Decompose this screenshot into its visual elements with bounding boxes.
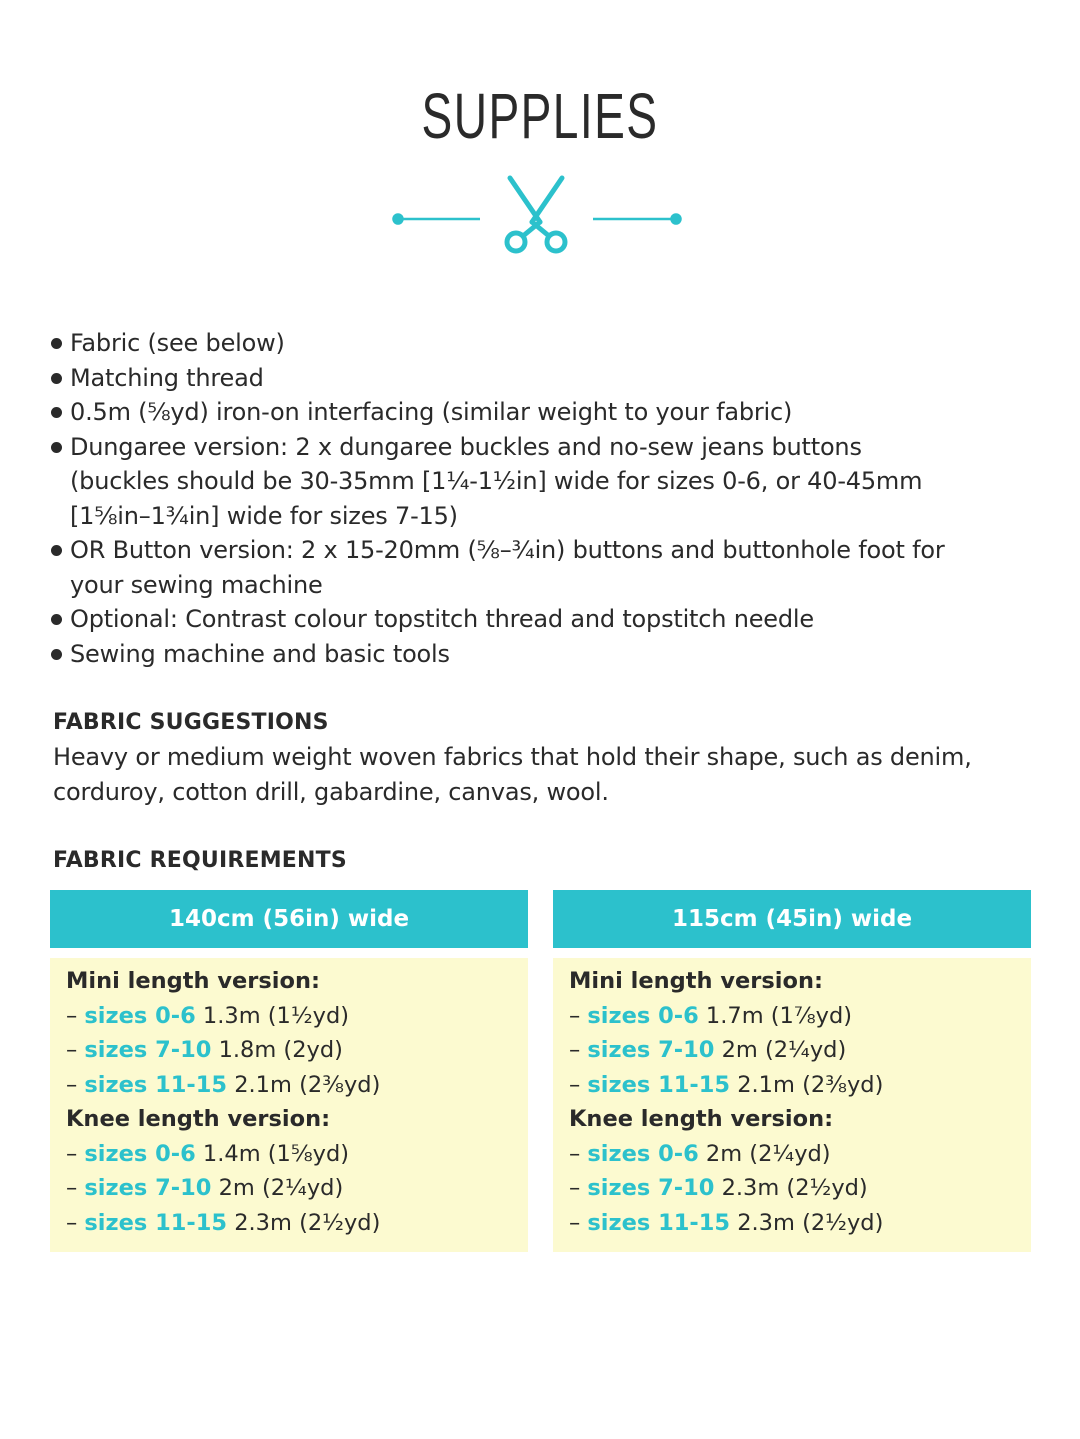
- dash-glyph: –: [66, 1002, 85, 1029]
- supply-item-line: OR Button version: 2 x 15-20mm (⅝–¾in) buttons and buttonhole foot for: [70, 536, 945, 564]
- size-range: sizes 0-6: [84, 1140, 196, 1167]
- dash-glyph: –: [66, 1209, 85, 1236]
- fabric-amount: 2.1m (2⅜yd): [234, 1071, 381, 1098]
- fabric-column-140cm: [50, 890, 528, 1252]
- supply-item-line: Optional: Contrast colour topstitch thread and topstitch needle: [70, 605, 814, 633]
- fabric-amount: 2m (2¼yd): [721, 1037, 847, 1063]
- size-range: sizes 11-15: [587, 1071, 731, 1098]
- supply-item-line: Sewing machine and basic tools: [70, 639, 450, 668]
- fabric-amount: 1.7m (1⅞yd): [705, 1002, 853, 1029]
- supply-item-line: Matching thread: [70, 363, 264, 392]
- dash-glyph: –: [66, 1071, 85, 1098]
- version-label: Knee length version:: [569, 1106, 834, 1132]
- supply-item-line: Dungaree version: 2 x dungaree buckles and no-sew jeans buttons: [70, 432, 862, 461]
- supply-item: [50, 361, 1050, 396]
- dash-glyph: –: [66, 1140, 85, 1167]
- size-row: [569, 1206, 1031, 1241]
- fabric-amount: 2.3m (2½yd): [234, 1209, 381, 1236]
- page-title: SUPPLIES: [421, 80, 659, 152]
- fabric-column-header: 115cm (45in) wide: [553, 890, 1031, 948]
- dash-glyph: –: [569, 1002, 588, 1029]
- scissors-icon: [380, 170, 700, 260]
- size-range: sizes 11-15: [84, 1209, 228, 1236]
- size-row: [66, 1068, 528, 1103]
- supply-item-line: your sewing machine: [70, 570, 323, 599]
- fabric-amount: 1.3m (1½yd): [202, 1002, 350, 1029]
- size-range: sizes 11-15: [587, 1209, 731, 1236]
- dash-glyph: –: [569, 1209, 588, 1236]
- fabric-amount: 2m (2¼yd): [705, 1140, 831, 1167]
- size-row: [66, 1171, 528, 1206]
- size-row: [569, 1033, 1031, 1068]
- fabric-suggestions-line: corduroy, cotton drill, gabardine, canvas, wool.: [53, 777, 609, 806]
- supply-item-line: 0.5m (⅝yd) iron-on interfacing (similar weight to your fabric): [70, 398, 793, 426]
- dash-glyph: –: [66, 1037, 85, 1063]
- bullet-icon: [51, 338, 62, 349]
- fabric-amount: 1.4m (1⅝yd): [202, 1140, 350, 1167]
- fabric-suggestions-heading: FABRIC SUGGESTIONS: [53, 710, 329, 735]
- size-row: [66, 1033, 528, 1068]
- size-range: sizes 7-10: [84, 1175, 212, 1201]
- size-row: [569, 1171, 1031, 1206]
- size-row: [569, 1068, 1031, 1103]
- version-label: Knee length version:: [66, 1106, 331, 1132]
- version-label: Mini length version:: [66, 968, 320, 994]
- size-row: [66, 1206, 528, 1241]
- size-row: [66, 1137, 528, 1172]
- fabric-suggestions-line: Heavy or medium weight woven fabrics that hold their shape, such as denim,: [53, 743, 972, 771]
- supply-item: [50, 637, 1050, 672]
- supply-item: [50, 533, 1050, 602]
- dash-glyph: –: [569, 1175, 588, 1201]
- size-range: sizes 0-6: [587, 1002, 699, 1029]
- bullet-icon: [51, 373, 62, 384]
- fabric-amount: 2.3m (2½yd): [737, 1209, 884, 1236]
- dash-glyph: –: [569, 1071, 588, 1098]
- dash-glyph: –: [66, 1175, 85, 1201]
- fabric-amount: 1.8m (2yd): [218, 1037, 343, 1063]
- size-range: sizes 0-6: [587, 1140, 699, 1167]
- fabric-column-body: [553, 958, 1031, 1252]
- fabric-column-body: [50, 958, 528, 1252]
- bullet-icon: [51, 545, 62, 556]
- size-range: sizes 7-10: [84, 1037, 212, 1063]
- size-row: [66, 999, 528, 1034]
- bullet-icon: [51, 649, 62, 660]
- bullet-icon: [51, 442, 62, 453]
- size-range: sizes 0-6: [84, 1002, 196, 1029]
- supply-item-line: (buckles should be 30-35mm [1¼-1½in] wide for sizes 0-6, or 40-45mm: [70, 467, 923, 495]
- dash-glyph: –: [569, 1140, 588, 1167]
- size-range: sizes 7-10: [587, 1037, 715, 1063]
- supply-item: [50, 326, 1050, 361]
- supply-item-line: [1⅝in–1¾in] wide for sizes 7-15): [70, 501, 458, 530]
- bullet-icon: [51, 614, 62, 625]
- supply-item: [50, 602, 1050, 637]
- size-row: [569, 999, 1031, 1034]
- fabric-amount: 2.1m (2⅜yd): [737, 1071, 884, 1098]
- bullet-icon: [51, 407, 62, 418]
- version-label: Mini length version:: [569, 968, 823, 994]
- dash-glyph: –: [569, 1037, 588, 1063]
- size-range: sizes 7-10: [587, 1175, 715, 1201]
- supply-item-line: Fabric (see below): [70, 329, 285, 357]
- supply-item: [50, 430, 1050, 534]
- supply-item: [50, 395, 1050, 430]
- fabric-suggestions-text: [53, 740, 1043, 809]
- fabric-amount: 2m (2¼yd): [218, 1175, 344, 1201]
- fabric-requirements-heading: FABRIC REQUIREMENTS: [53, 848, 347, 873]
- fabric-column-header: 140cm (56in) wide: [50, 890, 528, 948]
- supplies-list: [50, 326, 1050, 671]
- fabric-column-115cm: [553, 890, 1031, 1252]
- size-row: [569, 1137, 1031, 1172]
- size-range: sizes 11-15: [84, 1071, 228, 1098]
- fabric-amount: 2.3m (2½yd): [721, 1175, 868, 1201]
